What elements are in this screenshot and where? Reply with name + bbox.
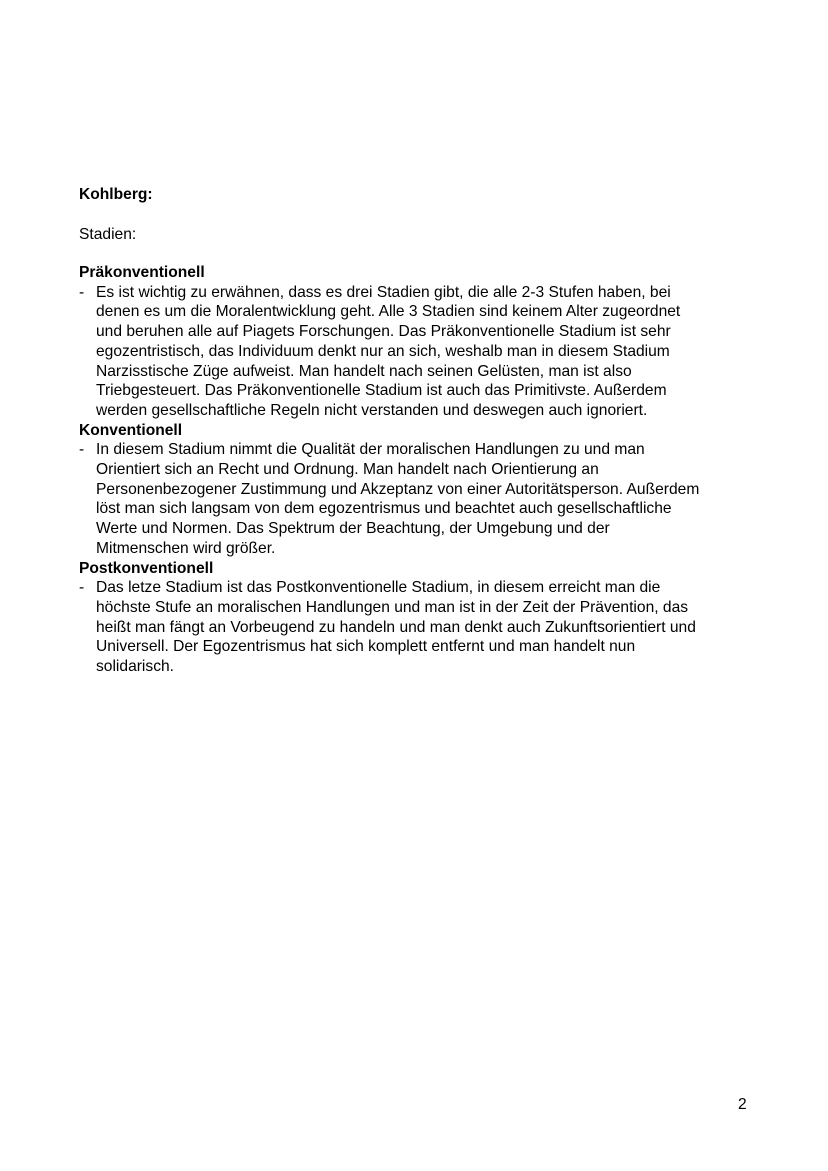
text-line: Triebgesteuert. Das Präkonventionelle Stadium ist auch das Primitivste. Außerdem [96, 382, 667, 400]
text-line: Narzisstische Züge aufweist. Man handelt nach seinen Gelüsten, man ist also [96, 362, 632, 380]
text-line: höchste Stufe an moralischen Handlungen und man ist in der Zeit der Prävention, das [96, 598, 689, 616]
section-konventionell [79, 421, 759, 559]
page-number: 2 [738, 1096, 747, 1113]
text-line: solidarisch. [96, 658, 174, 676]
section-heading: Konventionell [79, 421, 183, 439]
section-heading: Postkonventionell [79, 559, 214, 577]
bullet-item [79, 578, 759, 677]
dash-bullet: - [79, 441, 85, 459]
section-postkonventionell [79, 559, 759, 677]
document-subtitle: Stadien: [79, 226, 137, 243]
text-line: egozentristisch, das Individuum denkt nur an sich, weshalb man in diesem Stadium [96, 342, 670, 360]
text-line: In diesem Stadium nimmt die Qualität der moralischen Handlungen zu und man [96, 441, 645, 459]
section-heading: Präkonventionell [79, 264, 205, 281]
bullet-item [79, 440, 759, 558]
text-line: Das letze Stadium ist das Postkonventionelle Stadium, in diesem erreicht man die [96, 579, 661, 597]
text-line: denen es um die Moralentwicklung geht. Alle 3 Stadien sind keinem Alter zugeordnet [96, 303, 681, 321]
text-line: werden gesellschaftliche Regeln nicht verstanden und deswegen auch ignoriert. [96, 401, 648, 419]
text-line: heißt man fängt an Vorbeugend zu handeln und man denkt auch Zukunftsorientiert und [96, 618, 696, 636]
text-line: Werte und Normen. Das Spektrum der Beachtung, der Umgebung und der [96, 520, 610, 538]
dash-bullet: - [79, 579, 85, 597]
document-title: Kohlberg: [79, 186, 153, 203]
text-line: Universell. Der Egozentrismus hat sich komplett entfernt und man handelt nun [96, 638, 636, 656]
text-line: und beruhen alle auf Piagets Forschungen. Das Präkonventionelle Stadium ist sehr [96, 323, 671, 341]
text-line: löst man sich langsam von dem egozentrismus und beachtet auch gesellschaftliche [96, 500, 672, 518]
text-line: Mitmenschen wird größer. [96, 539, 276, 557]
text-line: Orientiert sich an Recht und Ordnung. Man handelt nach Orientierung an [96, 461, 599, 479]
text-line: Personenbezogener Zustimmung und Akzeptanz von einer Autoritätsperson. Außerdem [96, 480, 700, 498]
document-body [79, 185, 759, 677]
text-line: Es ist wichtig zu erwähnen, dass es drei Stadien gibt, die alle 2-3 Stufen haben, bei [96, 283, 671, 301]
bullet-item [79, 283, 759, 421]
section-praekonventionell [79, 263, 759, 421]
dash-bullet: - [79, 283, 85, 301]
